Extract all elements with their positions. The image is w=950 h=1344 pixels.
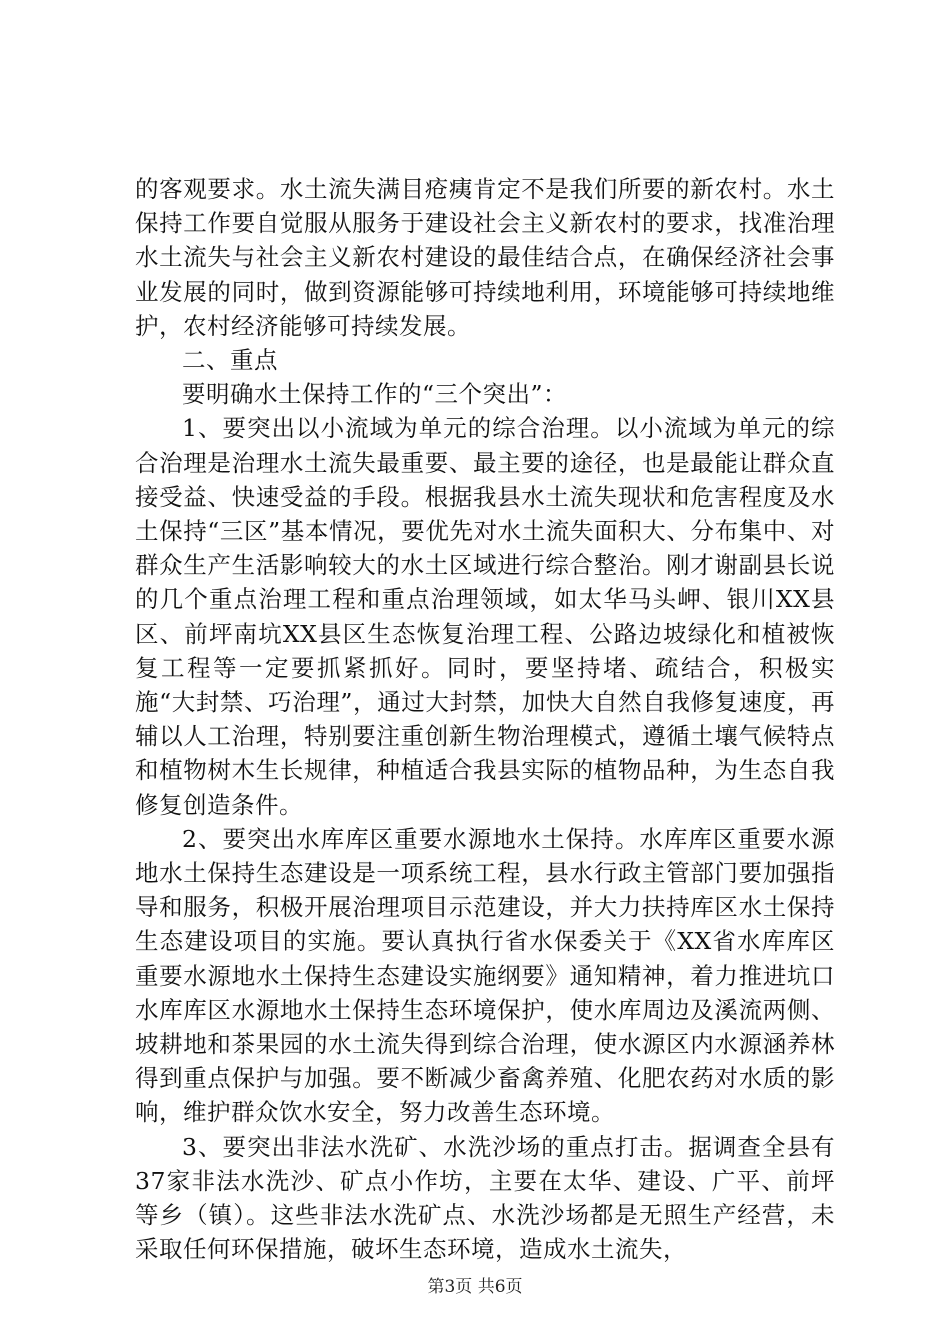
document-body (135, 172, 835, 1267)
section-heading: 二、重点 (182, 346, 278, 375)
page-footer: 第3页 共6页 (427, 1277, 523, 1297)
paragraph-intro: 要明确水土保持工作的“三个突出”： (182, 380, 568, 409)
paragraph-point-3: 3、要突出非法水洗矿、水洗沙场的重点打击。据调查全县有37家非法水洗沙、矿点小作坊，主要在太华、建设、广平、前坪等乡（镇）。这些非法水洗矿点、水洗沙场都是无照生产经营，未采取任何环保措施，破坏生态环境，造成水土流失， (135, 1132, 835, 1264)
paragraph-continuation: 的客观要求。水土流失满目疮痍肯定不是我们所要的新农村。水土保持工作要自觉服从服务于建设社会主义新农村的要求，找准治理水土流失与社会主义新农村建设的最佳结合点，在确保经济社会事业发展的同时，做到资源能够可持续地利用，环境能够可持续地维护，农村经济能够可持续发展。 (135, 175, 835, 340)
paragraph-point-1: 1、要突出以小流域为单元的综合治理。以小流域为单元的综合治理是治理水土流失最重要、最主要的途径，也是最能让群众直接受益、快速受益的手段。根据我县水土流失现状和危害程度及水土保持“三区”基本情况，要优先对水土流失面积大、分布集中、对群众生产生活影响较大的水土区域进行综合整治。刚才谢副县长说的几个重点治理工程和重点治理领域，如太华马头岬、银川XX县区、前坪南坑XX县区生态恢复治理工程、公路边坡绿化和植被恢复工程等一定要抓紧抓好。同时，要坚持堵、疏结合，积极实施“大封禁、巧治理”，通过大封禁，加快大自然自我修复速度，再辅以人工治理，特别要注重创新生物治理模式，遵循土壤气候特点和植物树木生长规律，种植适合我县实际的植物品种，为生态自我修复创造条件。 (135, 414, 835, 819)
paragraph-point-2: 2、要突出水库库区重要水源地水土保持。水库库区重要水源地水土保持生态建设是一项系统工程，县水行政主管部门要加强指导和服务，积极开展治理项目示范建设，并大力扶持库区水土保持生态建设项目的实施。要认真执行省水保委关于《XX省水库库区重要水源地水土保持生态建设实施纲要》通知精神，着力推进坑口水库库区水源地水土保持生态环境保护，使水库周边及溪流两侧、坡耕地和茶果园的水土流失得到综合治理，使水源区内水源涵养林得到重点保护与加强。要不断减少畜禽养殖、化肥农药对水质的影响，维护群众饮水安全，努力改善生态环境。 (135, 824, 835, 1127)
